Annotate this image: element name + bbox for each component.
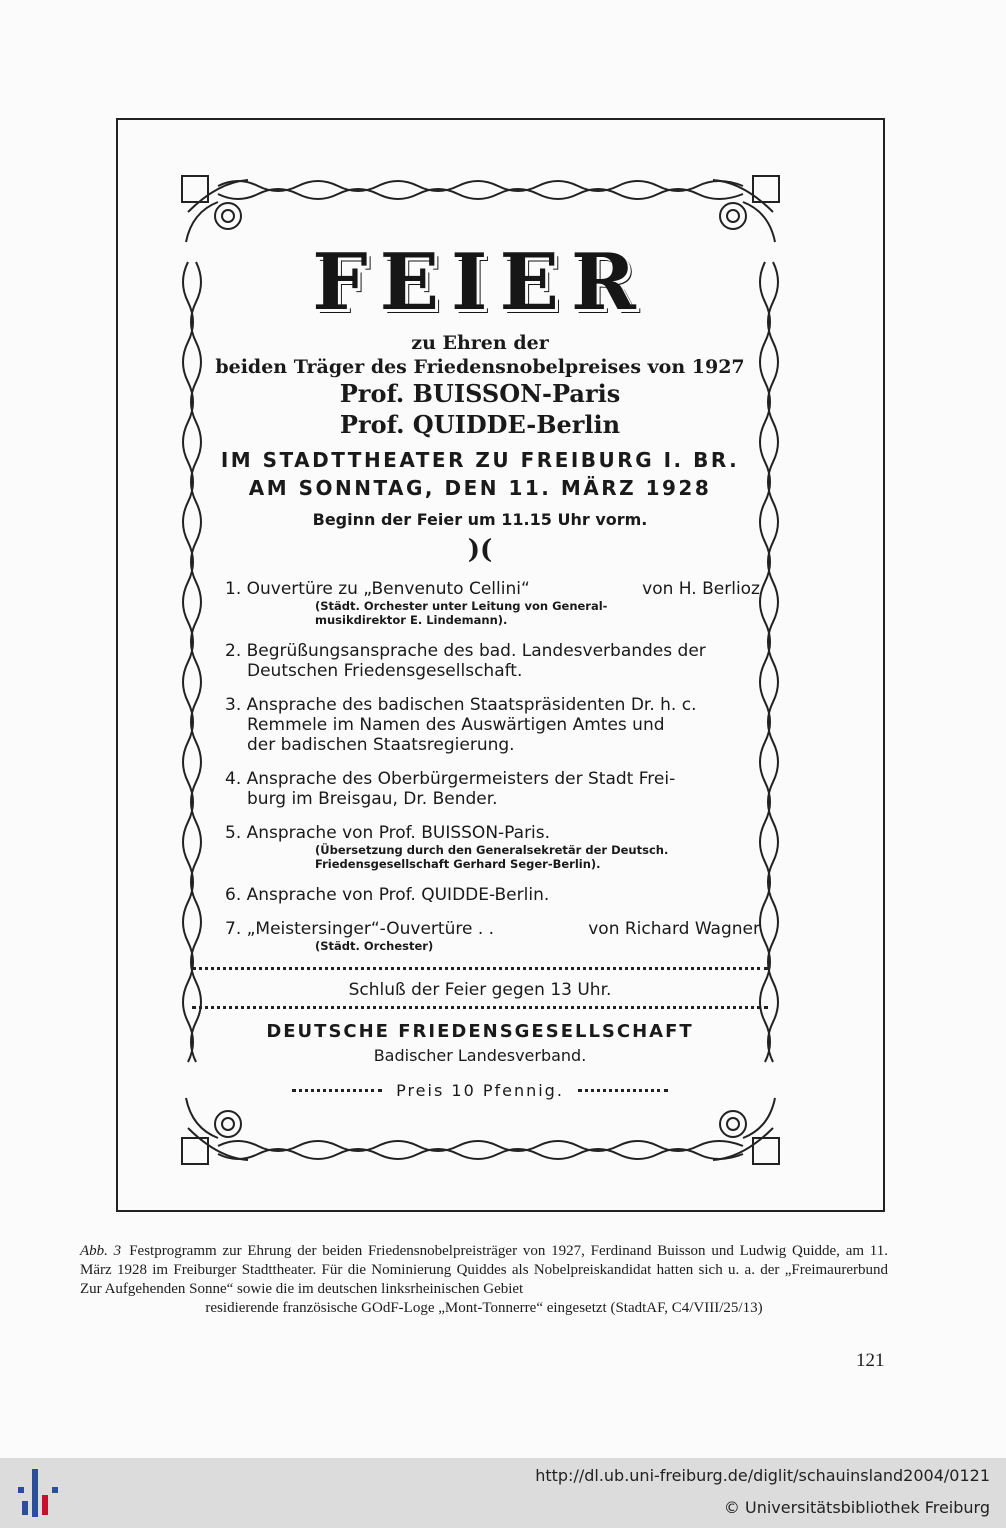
program-title: FEIER (312, 237, 648, 328)
item-3-line-3: der badischen Staatsregierung. (247, 735, 515, 755)
organization-branch: Badischer Landesverband. (373, 1046, 587, 1065)
program-item (225, 885, 760, 905)
item-1-note-2: musikdirektor E. Lindemann). (315, 613, 508, 627)
caption-label: Abb. 3 (80, 1243, 122, 1259)
divider-ornament: )( (467, 535, 493, 565)
venue: IM STADTTHEATER ZU FREIBURG I. BR. (220, 448, 740, 472)
subtitle-honor: zu Ehren der (411, 332, 549, 354)
program-items (200, 579, 760, 953)
organization-name: DEUTSCHE FRIEDENSGESELLSCHAFT (266, 1021, 694, 1042)
page-number: 121 (856, 1350, 885, 1371)
figure-caption (80, 1242, 888, 1318)
closing-time: Schluß der Feier gegen 13 Uhr. (348, 980, 612, 1000)
item-1-title: 1. Ouvertüre zu „Benvenuto Cellini“ (225, 579, 530, 599)
item-5-note-2: Friedensgesellschaft Gerhard Seger-Berlin). (315, 857, 601, 871)
caption-text: Festprogramm zur Ehrung der beiden Friedensnobelpreisträger von 1927, Ferdinand Buisson und Ludwig Quidde, am 11. März 1928 im Freiburger Stadttheater. Für die Nominierung Quiddes als Nobelpreiskandidat hatten sich u. a. der „Freimaurerbund Zur Aufgehenden Sonne“ sowie die im deutschen linksrheinischen Gebiet (80, 1243, 888, 1297)
dotted-leader (578, 1089, 668, 1092)
footer-copyright: © Universitätsbibliothek Freiburg (723, 1498, 990, 1517)
caption-last-line: residierende französische GOdF-Loge „Mont-Tonnerre“ eingesetzt (StadtAF, C4/VIII/25/13) (205, 1300, 763, 1316)
item-6-line-1: 6. Ansprache von Prof. QUIDDE-Berlin. (225, 885, 550, 905)
item-4-line-2: burg im Breisgau, Dr. Bender. (247, 789, 498, 809)
item-1-composer: von H. Berlioz (642, 579, 760, 599)
item-7-composer: von Richard Wagner (588, 919, 760, 939)
item-4-line-1: 4. Ansprache des Oberbürgermeisters der Stadt Frei- (225, 769, 676, 789)
dotted-divider (192, 1006, 768, 1013)
item-5-line-1: 5. Ansprache von Prof. BUISSON-Paris. (225, 823, 551, 843)
item-3-line-1: 3. Ansprache des badischen Staatspräsidenten Dr. h. c. (225, 695, 697, 715)
footer-url-link[interactable]: http://dl.ub.uni-freiburg.de/diglit/schauinsland2004/0121 (535, 1466, 990, 1485)
item-2-line-1: 2. Begrüßungsansprache des bad. Landesverbandes der (225, 641, 706, 661)
library-logo-icon (12, 1465, 64, 1521)
event-date: AM SONNTAG, DEN 11. MÄRZ 1928 (248, 476, 712, 500)
laureate-quidde: Prof. QUIDDE-Berlin (339, 410, 621, 439)
price: Preis 10 Pfennig. (396, 1081, 564, 1100)
program-item (225, 919, 760, 953)
item-7-title: 7. „Meistersinger“-Ouvertüre . . (225, 919, 495, 939)
program-item (225, 579, 760, 627)
item-2-line-2: Deutschen Friedensgesellschaft. (247, 661, 523, 681)
program-item (225, 695, 760, 755)
laureate-buisson: Prof. BUISSON-Paris (339, 379, 621, 408)
price-row (200, 1081, 760, 1100)
dotted-leader (292, 1089, 382, 1092)
dotted-divider (192, 967, 768, 974)
item-5-note-1: (Übersetzung durch den Generalsekretär der Deutsch. (315, 843, 669, 857)
program-item (225, 769, 760, 809)
program-content (200, 228, 760, 1158)
start-time: Beginn der Feier um 11.15 Uhr vorm. (312, 510, 648, 529)
item-7-note-1: (Städt. Orchester) (315, 939, 434, 953)
subtitle-laureates: beiden Träger des Friedensnobelpreises von 1927 (215, 356, 745, 378)
item-3-line-2: Remmele im Namen des Auswärtigen Amtes und (247, 715, 665, 735)
program-item (225, 823, 760, 871)
item-1-note-1: (Städt. Orchester unter Leitung von General- (315, 599, 608, 613)
program-item (225, 641, 760, 681)
